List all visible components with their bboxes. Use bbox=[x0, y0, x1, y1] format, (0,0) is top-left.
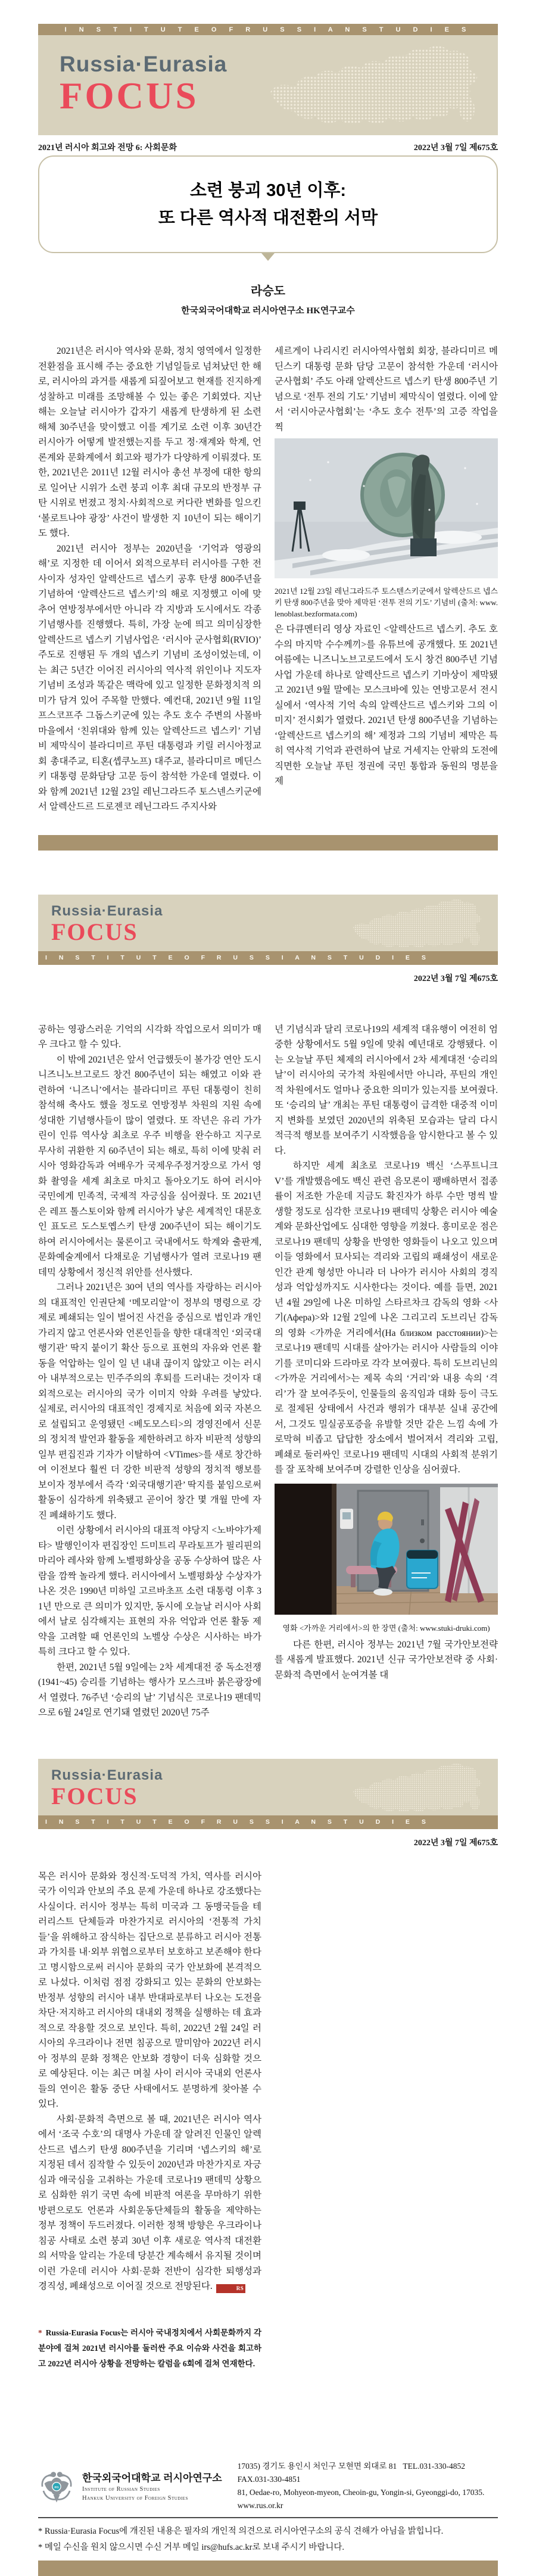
russia-dotted-map-icon bbox=[266, 42, 492, 127]
photo1-caption: 2021년 12월 23일 레닌그라드주 토스텐스키군에서 알렉산드르 넵스키 탄생 800주년을 맞아 제막된 ‘전투 전의 기도’ 기념비 (출처: www.lenoblast.bezformata.com) bbox=[275, 587, 498, 618]
logo-line2: FOCUS bbox=[51, 1782, 138, 1809]
paragraph: 년 기념식과 달리 코로나19의 세계적 대유행이 여전히 엄중한 상황에서도 5월 9일에 맞춰 예년대로 강행됐다. 이는 오늘날 푸틴 체제의 러시아에서 2차 세계대전 ‘승리의 날’이 러시아의 국가적 차원에서만 아니라, 푸틴의 개인적 차원에서도 얼마나 중요한 의미가 있는지를 보여줬다. 또 ‘승리의 날’ 개최는 푸틴 대통령이 급격한 대중적 이미지 변화를 보였던 2020년의 위축된 모습과는 달리 다시 적극적 행보를 보여주기 시작했음을 암시한다고 볼 수 있다. bbox=[275, 1024, 498, 1156]
institute-eagle-logo bbox=[38, 2468, 75, 2505]
paragraph: 다른 한편, 러시아 정부는 2021년 7월 국가안보전략를 새롭게 발표했다. 2021년 신규 국가안보전략 중 사회·문화적 측면에서 눈여겨볼 대 bbox=[275, 1639, 498, 1680]
focus-logo bbox=[60, 53, 227, 115]
article-title-box bbox=[38, 155, 498, 253]
institute-banner-text: I N S T I T U T E O F R U S S I A N S T U D I E S bbox=[64, 26, 472, 33]
issue-row bbox=[38, 141, 498, 153]
institute-address bbox=[238, 2460, 498, 2512]
logo-line1: Russia·Eurasia bbox=[51, 1767, 163, 1783]
author-name: 라승도 bbox=[251, 285, 285, 298]
page3-columns bbox=[38, 1869, 498, 2372]
newsletter-document bbox=[38, 24, 498, 2576]
footer bbox=[38, 2460, 498, 2576]
paragraph: 이 밖에 2021년은 앞서 언급했듯이 볼가강 연안 도시 니즈니노브고로드 창건 800주년이 되는 해였고 이와 관련하여 ‘니즈니’에서는 블라디미르 푸틴 대통령이 친히 참석해 축사도 했을 정도로 연방정부 차원의 지원 속에 성대한 기념행사들이 많이 열렸다. 또 작년은 유리 가가린이 인류 역사상 최초로 우주 비행을 완수하고 지구로 무사히 귀환한 지 60주년이 되는 해로, 특히 이에 맞춰 러시아 영화감독과 여배우가 국제우주정거장으로 가서 영화 촬영을 세계 최초로 마치고 돌아오기도 하여 러시아 국민에게 민족적, 국제적 자긍심을 심어줬다. 또 2021년은 레프 톨스토이와 함께 러시아가 낳은 세계적인 대문호인 표도르 도스토옙스키 탄생 200주년이 되는 해이기도 하여 러시아에서는 물론이고 국내에서도 학계와 출판계, 문화예술계에서 다채로운 기념행사가 열려 코로나19 팬데믹 상황에서 정신적 위안를 선사했다. bbox=[38, 1054, 261, 1278]
footnote-asterisk: * bbox=[38, 2328, 42, 2337]
paragraph: 은 다큐멘터리 영상 자료인 <알렉산드르 넵스키. 추도 호수의 마지막 수수께끼>를 유튜브에 공개했다. 또 2021년 여름에는 니즈니노브고로드에서 도시 창건 800주년 기념사업 가운데 하나로 알렉산드르 넵스키 기마상이 제막됐고 2021년 9월 말에는 모스크바에 있는 연방고문서 전시실에서 ‘역사적 기억 속의 알렉산드르 넵스키와 그의 이미지’ 전시회가 열렸다. 2021년 탄생 800주년을 기념하는 ‘알렉산드르 넵스키의 해’ 제정과 그의 기념비 제막은 특히 역사적 기억과 관련하여 날로 거세지는 안팎의 도전에 직면한 오늘날 푸틴 정권에 국민 통합과 동원의 명분을 제 bbox=[275, 624, 498, 786]
institute-name-kr: 한국외국어대학교 러시아연구소 bbox=[82, 2472, 222, 2484]
paragraph: 한편, 2021년 5월 9일에는 2차 세계대전 중 독소전쟁(1941~45) 승리를 기념하는 행사가 모스크바 붉은광장에서 열렸다. 76주년 ‘승리의 날’ 기념식은 코로나19 팬데믹으로 6월 24일로 연기돼 열렸던 2020년 75주 bbox=[38, 1662, 261, 1718]
photo2-caption: 영화 <가까운 거리에서>의 한 장면 (출처: www.stuki-druki.com) bbox=[282, 1623, 490, 1633]
unsubscribe-note: * 메일 수신을 원치 않으시면 수신 거부 메일 irs@hufs.ac.kr로 보내 주시기 바랍니다. bbox=[38, 2542, 344, 2552]
paragraph: 이런 상황에서 러시아의 대표적 야당지 <노바야가제타> 발행인이자 편집장인 드미트리 무라토프가 필리핀의 마리아 레사와 함께 노벨평화상을 공동 수상하여 많은 사람을 깜짝 놀라게 했다. 러시아에서 노벨평화상 수상자가 나온 것은 1990년 미하일 고르바초프 소련 대통령 이후 31년 만으로 큰 의미가 있지만, 동시에 오늘날 러시아 사회에서 날로 심각해지는 표현의 자유 억압과 언론 활동 제약을 고려할 때 언론인의 노벨상 수상은 시사하는 바가 특히 크다고 할 수 있다. bbox=[38, 1525, 261, 1657]
masthead-page1 bbox=[38, 35, 498, 135]
address-en: 81, Oedae-ro, Mohyeon-myeon, Cheoin-gu, Yongin-si, Gyeonggi-do, 17035. www.rus.or.kr bbox=[237, 2487, 489, 2510]
article-title-line1: 소련 붕괴 30년 이후: bbox=[189, 180, 347, 200]
paragraph: 그러나 2021년은 30여 년의 역사를 자랑하는 러시아의 대표적인 인권단체 ‘메모리알’이 정부의 명령으로 강제로 폐쇄되는 일이 벌어진 사건을 중심으로 법인과 개인 가리지 않고 언론사와 언론인들을 향한 대대적인 ‘외국대행기관’ 딱지 붙이기 확산 등으로 표현의 자유와 언론 활동을 억압하는 일이 일 년 내내 끊이지 않았고 이는 러시아 내부적으로는 민주주의의 후퇴를 드러내는 것이자 대외적으로는 러시아의 국가 이미지 악화 우려를 낳았다. 실제로, 러시아의 대표적인 경제지로 처음에 외국 자본으로 설립되고 운영됐던 <베도모스티>의 경영진에서 신문의 정치적 발언과 활동을 제한하려고 하자 비판적 성향의 일부 편집진과 기자가 이탈하여 <VTimes>를 새로 창간하여 이전보다 훨씬 더 강한 비판적 성향의 정치적 행보를 보이자 정부에서 즉각 ‘외국대행기관’ 딱지를 붙임으로써 활동이 심각하게 위축됐고 곧이어 창간 몇 개월 만에 자진 폐쇄하기도 했다. bbox=[38, 1282, 261, 1521]
paragraph: 세르게이 나리시킨 러시아역사협회 회장, 블라디미르 메딘스키 대통령 문화 담당 고문이 참석한 가운데 ‘러시아군사협회’ 주도 아래 알렉산드르 넵스키 탄생 800주년 기념으로 ‘전투 전의 기도’ 기념비 제막식이 열렸다. 이에 앞서 ‘러시아군사협회’는 ‘추도 호수 전투’의 고증 작업을 찍 bbox=[275, 346, 498, 432]
article-title-line2: 또 다른 역사적 대전환의 서막 bbox=[158, 208, 378, 228]
page1-bottom-bar bbox=[38, 835, 498, 851]
rs-end-mark: RS bbox=[216, 2284, 246, 2293]
page1-columns bbox=[38, 344, 498, 815]
masthead-page3 bbox=[38, 1759, 498, 1829]
paragraph: 공하는 영광스러운 기억의 시각화 작업으로서 의미가 매우 크다고 할 수 있다. bbox=[38, 1024, 261, 1049]
footer-divider bbox=[38, 2517, 498, 2518]
institute-name-en1: Institute of Russian Studies bbox=[82, 2486, 160, 2493]
institute-name-en2: Hankuk University of Foreign Studies bbox=[82, 2495, 188, 2502]
russia-dotted-map-icon bbox=[347, 897, 493, 949]
disclaimer-note: * Russia·Eurasia Focus에 개진된 내용은 필자의 개인적 의견으로 러시아연구소의 공식 견해가 아님을 밝힙니다. bbox=[38, 2526, 444, 2536]
page2-left-column bbox=[38, 1022, 261, 1721]
page2-columns bbox=[38, 1022, 498, 1721]
institute-band: I N S T I T U T E O F R U S S I A N S T U D I E S bbox=[38, 951, 498, 965]
photo-nevsky-monument bbox=[275, 438, 498, 578]
logo-line2: FOCUS bbox=[51, 918, 138, 945]
title-pointer-icon bbox=[261, 253, 275, 261]
focus-logo bbox=[51, 904, 163, 944]
issue-series: 2021년 러시아 회고와 전망 6: 사회문화 bbox=[38, 144, 177, 152]
logo-line1: Russia·Eurasia bbox=[51, 902, 163, 919]
paragraph: 2021년은 러시아 역사와 문화, 정치 영역에서 일정한 전환점을 표시해 주는 중요한 기념일들로 넘쳐났던 한 해로, 러시아의 과거를 새롭게 되짚어보고 현재를 진지하게 성찰하고 미래를 조망해볼 수 있는 좋은 기회였다. 지난 해는 오늘날 러시아가 갑자기 새롭게 탄생하게 된 소련 해체 30주년을 맞이했고 이를 계기로 소련 이후 30년간 러시아가 어떻게 발전했는지를 두고 정·재계와 학계, 언론계와 문화계에서 회고와 평가가 다양하게 이뤄졌다. 또한, 2021년은 2011년 12월 러시아 총선 부정에 대한 항의로 일어난 시위가 소련 붕괴 이후 최대 규모의 반정부 규탄 시위로 번졌고 정치·사회적으로 커다란 변화를 일으킨 ‘볼로트나야 광장’ 사건이 발생한 지 10년이 되는 해이기도 했다. bbox=[38, 346, 261, 538]
paragraph: 목은 러시아 문화와 정신적·도덕적 가치, 역사를 러시아 국가 이익과 안보의 주요 문제 가운데 하나로 강조했다는 사실이다. 러시아 정부는 특히 미국과 그 동맹국들을 테러리스트 단체들과 마찬가지로 러시아의 ‘전통적 가치들’을 위해하고 잠식하는 집단으로 분류하고 러시아 전통과 가치를 내·외부 위협으로부터 보호하고 보존해야 한다고 명시함으로써 러시아 문화의 국가 안보화에 본격적으로 나섰다. 이처럼 점점 강화되고 있는 문화의 안보화는 반정부 성향의 러시아 내부 반대파로부터 나오는 도전을 차단·저지하고 러시아의 대내외 정책을 실행하는 데 효과적으로 작용할 것으로 보인다. 특히, 2022년 2월 24일 러시아의 우크라이나 전면 침공으로 말미암아 2022년 러시아 정부의 문화 정책은 안보화 경향이 더욱 심화할 것으로 예상된다. 이는 최근 며칠 사이 러시아 국내외 언론사들의 연이은 활동 중단 사태에서도 분명하게 찾아볼 수 있다. bbox=[38, 1871, 261, 2109]
focus-logo bbox=[51, 1768, 163, 1808]
logo-line2: FOCUS bbox=[60, 75, 199, 117]
institute-banner bbox=[38, 24, 498, 35]
page1-left-column bbox=[38, 344, 261, 815]
page3-right-column bbox=[275, 1869, 498, 2372]
author-affiliation: 한국외국어대학교 러시아연구소 HK연구교수 bbox=[181, 306, 355, 316]
logo-line1: Russia·Eurasia bbox=[60, 52, 228, 76]
issue-number: 2022년 3월 7일 제675호 bbox=[413, 1838, 498, 1848]
page3-left-column bbox=[38, 1869, 261, 2372]
issue-number: 2022년 3월 7일 제675호 bbox=[413, 974, 498, 983]
footnote-text: Russia-Eurasia Focus는 러시아 국내정치에서 사회문화까지 각 분야에 걸쳐 2021년 러시아를 둘러싼 주요 이슈와 사건을 회고하고 2022년 러시아 상황을 전망하는 칼럼을 6회에 걸쳐 연재한다. bbox=[38, 2328, 261, 2368]
address-kr: 17035) 경기도 용인시 처인구 모현면 외대로 81 TEL.031-330-4852 FAX.031-330-4851 bbox=[237, 2461, 472, 2484]
issue-number: 2022년 3월 7일 제675호 bbox=[413, 144, 498, 152]
paragraph: 사회·문화적 측면으로 볼 때, 2021년은 러시아 역사에서 ‘조국 수호’의 대명사 가운데 잘 알려진 인물인 알렉산드르 넵스키 탄생 800주년을 기리며 ‘넵스키의 해’로 지정된 데서 짐작할 수 있듯이 2020년과 마찬가지로 자긍심과 애국심을 고취하는 가운데 코로나19 팬데믹 상황으로 심화한 위기 국면 속에 비판적 여론을 무마하기 위한 방편으로도 언론과 사회운동단체들의 활동을 제약하는 정부 정책이 두드러졌다. 이러한 정책 방향은 우크라이나 침공 사태로 소련 붕괴 30년 이후 새로운 역사적 대전환의 서막을 알리는 가운데 당분간 계속해서 유지될 것이며 이런 가운데 러시아 사회·문화 전반이 심각한 퇴행성과 경직성, 폐쇄성으로 이어질 것으로 전망된다. RS bbox=[38, 2112, 261, 2294]
paragraph: 2021년 러시아 정부는 2020년을 ‘기억과 영광의 해’로 지정한 데 이어서 외적으로부터 러시아를 구한 전사이자 성자인 알렉산드르 넵스키 공후 탄생 800주년을 기념하여 ‘알렉산드르 넵스키’의 해로 지정했고 이에 맞추어 연방정부에서만 아니라 각 지방과 도시에서도 각종 기념행사를 진행했다. 특히, 가장 눈에 띄고 의미심장한 알렉산드르 넵스키 기념사업은 ‘러시아 군사협회(RVIO)’ 주도로 진행된 두 개의 넵스키 기념비 조성이었는데, 이는 최근 5년간 이어진 러시아의 역사적 위인이나 지도자 기념비 조성과 똑같은 맥락에 있고 일정한 문화정치적 의미가 담겨 있어 주목할 만했다. 예컨대, 2021년 9월 11일 프스코프주 그돕스키군에 있는 추도 호수 주변의 사몰바 마을에서 ‘친위대와 함께 있는 알렉산드르 넵스키’ 기념비 제막식이 블라디미르 푸틴 대통령과 키릴 러시아정교회 총대주교, 티혼(솁쿠노프) 대주교, 블라디미르 메딘스키 대통령 문화담당 고문 등이 참석한 가운데 열렸다. 이와 함께 2021년 12월 23일 레닌그라드주 토스넨스키군에서 알렉산드르 드로젠코 레닌그라드 주지사와 bbox=[38, 543, 261, 812]
svg-text:IRS: IRS bbox=[54, 2485, 59, 2489]
footer-bottom-bar bbox=[38, 2561, 498, 2576]
masthead-page2 bbox=[38, 895, 498, 965]
paragraph: 하지만 세계 최초로 코로나19 백신 ‘스푸트니크 V’를 개발했음에도 백신 관련 음모론이 팽배하면서 접종률이 저조한 가운데 지금도 확진자가 하루 수만 명씩 발생할 정도로 심각한 코로나19 팬데믹 상황은 러시아 예술계와 문화산업에도 심대한 영향을 끼쳤다. 흥미로운 점은 코로나19 팬데믹 상황을 반영한 영화들이 나오고 있으며 이들 영화에서 묘사되는 격리와 고립의 패쇄성이 새로운 인간 관계 형성만 아니라 더 나아가 러시아 사회의 경직성과 억압성까지도 시사한다는 것이다. 예를 들면, 2021년 4월 29일에 나온 미하일 스타르차크 감독의 영화 <사기(Афера)>와 12월 2일에 나온 그리고리 도브리닌 감독의 영화 <가까운 거리에서(На близком расстоянии)>는 코로나19 팬데믹 시대를 살아가는 러시아 사람들의 이야기를 코미디와 드라마로 각각 보여줬다. 특히 도브리닌의 <가까운 거리에서>는 제목 속의 ‘거리’와 내용 속의 ‘격리’가 잘 보여주듯이, 인물들의 움직임과 대화 등이 극도로 절제된 상태에서 사건과 행위가 대부분 실내 공간에서, 그것도 밀실공포증을 유발할 것만 같은 느낌 속에 가로막혀 비좁고 답답한 장소에서 벌어져서 격리와 고립, 폐쇄로 둘러싸인 코로나19 팬데믹 시대의 사회적 분위기를 잘 포착해 보여주며 강렬한 인상을 심어줬다. bbox=[275, 1161, 498, 1475]
photo-film-still bbox=[275, 1484, 498, 1615]
page2-right-column bbox=[275, 1022, 498, 1721]
page1-right-column bbox=[275, 344, 498, 815]
series-footnote bbox=[38, 2325, 261, 2372]
institute-band: I N S T I T U T E O F R U S S I A N S T U D I E S bbox=[38, 1815, 498, 1829]
russia-dotted-map-icon bbox=[347, 1761, 493, 1814]
